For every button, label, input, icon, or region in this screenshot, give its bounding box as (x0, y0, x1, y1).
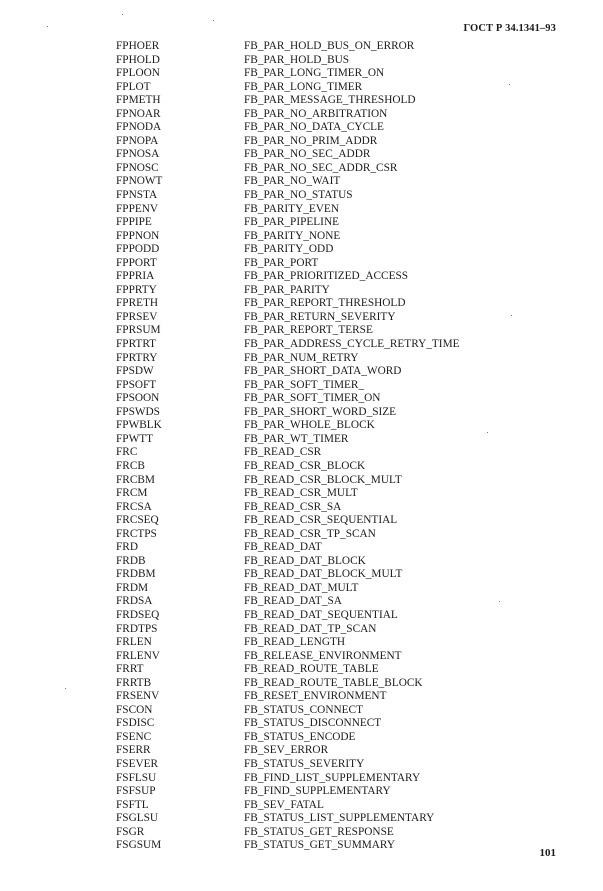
full-identifier: FB_PARITY_EVEN (244, 202, 339, 215)
list-item (116, 175, 536, 189)
full-identifier: FB_PAR_WT_TIMER (244, 432, 349, 445)
list-item (116, 541, 536, 555)
scan-speck (499, 601, 500, 602)
abbreviation-code: FPPRIA (116, 270, 155, 283)
abbreviation-code: FPRSUM (116, 324, 161, 337)
list-item (116, 162, 536, 176)
full-identifier: FB_READ_ROUTE_TABLE (244, 663, 379, 676)
abbreviation-code: FRDB (116, 554, 146, 567)
full-identifier: FB_READ_DAT_SA (244, 595, 342, 608)
abbreviation-code: FRDTPS (116, 622, 158, 635)
abbreviation-code: FPSWDS (116, 405, 160, 418)
full-identifier: FB_PAR_MESSAGE_THRESHOLD (244, 94, 416, 107)
abbreviation-code: FPPRTY (116, 283, 157, 296)
list-item (116, 623, 536, 637)
list-item (116, 704, 536, 718)
abbreviation-code: FPHOLD (116, 53, 160, 66)
abbreviation-code: FRDM (116, 581, 149, 594)
abbreviation-list (116, 40, 536, 853)
list-item (116, 379, 536, 393)
list-item (116, 609, 536, 623)
abbreviation-code: FRLEN (116, 636, 152, 649)
full-identifier: FB_PAR_PIPELINE (244, 216, 340, 229)
full-identifier: FB_PAR_NUM_RETRY (244, 351, 359, 364)
list-item (116, 785, 536, 799)
scan-speck (65, 688, 66, 689)
full-identifier: FB_READ_CSR_SA (244, 500, 342, 513)
list-item (116, 663, 536, 677)
list-item (116, 772, 536, 786)
full-identifier: FB_FIND_LIST_SUPPLEMENTARY (244, 771, 421, 784)
abbreviation-code: FRCSEQ (116, 514, 159, 527)
abbreviation-code: FPLOT (116, 80, 151, 93)
full-identifier: FB_PAR_ADDRESS_CYCLE_RETRY_TIME (244, 338, 460, 351)
full-identifier: FB_PAR_REPORT_THRESHOLD (244, 297, 406, 310)
list-item (116, 81, 536, 95)
list-item (116, 799, 536, 813)
scan-speck (511, 315, 512, 316)
list-item (116, 67, 536, 81)
full-identifier: FB_PAR_REPORT_TERSE (244, 324, 373, 337)
full-identifier: FB_STATUS_DISCONNECT (244, 717, 382, 730)
abbreviation-code: FRRTB (116, 676, 152, 689)
full-identifier: FB_STATUS_SEVERITY (244, 757, 365, 770)
scan-speck (122, 14, 123, 15)
list-item (116, 501, 536, 515)
abbreviation-code: FRCM (116, 487, 148, 500)
full-identifier: FB_STATUS_GET_SUMMARY (244, 839, 396, 852)
full-identifier: FB_STATUS_CONNECT (244, 703, 363, 716)
list-item (116, 446, 536, 460)
full-identifier: FB_FIND_SUPPLEMENTARY (244, 785, 391, 798)
list-item (116, 419, 536, 433)
abbreviation-code: FPNOPA (116, 134, 159, 147)
abbreviation-code: FSFSUP (116, 785, 156, 798)
abbreviation-code: FPSOON (116, 392, 160, 405)
full-identifier: FB_READ_DAT (244, 541, 322, 554)
abbreviation-code: FRDSEQ (116, 608, 160, 621)
scan-speck (213, 20, 214, 21)
list-item (116, 121, 536, 135)
abbreviation-code: FPPIPE (116, 216, 152, 229)
full-identifier: FB_PAR_PARITY (244, 283, 330, 296)
list-item (116, 324, 536, 338)
full-identifier: FB_PAR_SHORT_DATA_WORD (244, 365, 402, 378)
list-item (116, 731, 536, 745)
abbreviation-code: FPNSTA (116, 189, 158, 202)
list-item (116, 40, 536, 54)
abbreviation-code: FRLENV (116, 649, 160, 662)
abbreviation-code: FPLOON (116, 67, 160, 80)
list-item (116, 487, 536, 501)
full-identifier: FB_PAR_HOLD_BUS_ON_ERROR (244, 40, 415, 52)
list-item (116, 839, 536, 853)
list-item (116, 514, 536, 528)
list-item (116, 595, 536, 609)
list-item (116, 135, 536, 149)
abbreviation-code: FPPORT (116, 256, 157, 269)
document-standard-header: ГОСТ Р 34.1341–93 (463, 23, 556, 34)
abbreviation-code: FPSOFT (116, 378, 157, 391)
list-item (116, 690, 536, 704)
full-identifier: FB_PAR_SHORT_WORD_SIZE (244, 405, 397, 418)
full-identifier: FB_READ_DAT_TP_SCAN (244, 622, 377, 635)
full-identifier: FB_READ_CSR_BLOCK (244, 459, 366, 472)
abbreviation-code: FRD (116, 541, 138, 554)
abbreviation-code: FSFTL (116, 798, 149, 811)
list-item (116, 826, 536, 840)
abbreviation-code: FRCBM (116, 473, 155, 486)
full-identifier: FB_PAR_NO_PRIM_ADDR (244, 134, 378, 147)
list-item (116, 636, 536, 650)
abbreviation-code: FRCB (116, 459, 145, 472)
full-identifier: FB_PAR_WHOLE_BLOCK (244, 419, 375, 432)
full-identifier: FB_PARITY_ODD (244, 243, 334, 256)
list-item (116, 284, 536, 298)
full-identifier: FB_SEV_ERROR (244, 744, 329, 757)
abbreviation-code: FSGLSU (116, 812, 159, 825)
full-identifier: FB_STATUS_GET_RESPONSE (244, 825, 394, 838)
list-item (116, 528, 536, 542)
abbreviation-code: FSDISC (116, 717, 155, 730)
abbreviation-code: FSEVER (116, 757, 159, 770)
scan-speck (509, 84, 510, 85)
abbreviation-code: FPMETH (116, 94, 161, 107)
full-identifier: FB_PAR_SOFT_TIMER_ON (244, 392, 381, 405)
list-item (116, 311, 536, 325)
abbreviation-code: FPWTT (116, 432, 154, 445)
full-identifier: FB_READ_DAT_SEQUENTIAL (244, 608, 398, 621)
list-item (116, 216, 536, 230)
list-item (116, 474, 536, 488)
abbreviation-code: FSFLSU (116, 771, 157, 784)
abbreviation-code: FPHOER (116, 40, 160, 52)
list-item (116, 270, 536, 284)
full-identifier: FB_PAR_LONG_TIMER_ON (244, 67, 385, 80)
abbreviation-code: FPNODA (116, 121, 162, 134)
full-identifier: FB_PAR_NO_SEC_ADDR (244, 148, 371, 161)
abbreviation-code: FPRSEV (116, 310, 158, 323)
full-identifier: FB_PAR_PORT (244, 256, 319, 269)
abbreviation-code: FSGSUM (116, 839, 162, 852)
full-identifier: FB_READ_CSR_BLOCK_MULT (244, 473, 402, 486)
page-number: 101 (539, 847, 556, 859)
list-item (116, 677, 536, 691)
list-item (116, 148, 536, 162)
scan-speck (487, 432, 488, 433)
list-item (116, 338, 536, 352)
list-item (116, 406, 536, 420)
list-item (116, 812, 536, 826)
list-item (116, 297, 536, 311)
list-item (116, 758, 536, 772)
list-item (116, 650, 536, 664)
abbreviation-code: FPRTRY (116, 351, 158, 364)
full-identifier: FB_READ_CSR_MULT (244, 487, 358, 500)
full-identifier: FB_PAR_NO_SEC_ADDR_CSR (244, 161, 398, 174)
abbreviation-code: FPPODD (116, 243, 160, 256)
full-identifier: FB_READ_DAT_BLOCK_MULT (244, 568, 403, 581)
list-item (116, 582, 536, 596)
list-item (116, 744, 536, 758)
list-item (116, 54, 536, 68)
abbreviation-code: FPNOSC (116, 161, 159, 174)
list-item (116, 257, 536, 271)
list-item (116, 203, 536, 217)
full-identifier: FB_READ_CSR_TP_SCAN (244, 527, 376, 540)
list-item (116, 243, 536, 257)
abbreviation-code: FSGR (116, 825, 145, 838)
list-item (116, 352, 536, 366)
abbreviation-code: FPNOAR (116, 107, 161, 120)
list-item (116, 555, 536, 569)
full-identifier: FB_PAR_NO_STATUS (244, 189, 353, 202)
list-item (116, 392, 536, 406)
list-item (116, 433, 536, 447)
abbreviation-code: FRC (116, 446, 138, 459)
full-identifier: FB_READ_DAT_MULT (244, 581, 359, 594)
list-item (116, 108, 536, 122)
list-item (116, 230, 536, 244)
abbreviation-code: FPRTRT (116, 338, 157, 351)
list-item (116, 365, 536, 379)
list-item (116, 568, 536, 582)
full-identifier: FB_READ_ROUTE_TABLE_BLOCK (244, 676, 423, 689)
full-identifier: FB_PAR_SOFT_TIMER_ (244, 378, 365, 391)
full-identifier: FB_PAR_NO_DATA_CYCLE (244, 121, 384, 134)
full-identifier: FB_RESET_ENVIRONMENT (244, 690, 387, 703)
full-identifier: FB_PARITY_NONE (244, 229, 341, 242)
abbreviation-code: FPNOSA (116, 148, 160, 161)
full-identifier: FB_SEV_FATAL (244, 798, 324, 811)
abbreviation-code: FRCTPS (116, 527, 157, 540)
full-identifier: FB_PAR_NO_WAIT (244, 175, 341, 188)
full-identifier: FB_PAR_LONG_TIMER (244, 80, 363, 93)
full-identifier: FB_PAR_PRIORITIZED_ACCESS (244, 270, 409, 283)
scan-speck (47, 26, 48, 27)
abbreviation-code: FPRETH (116, 297, 159, 310)
abbreviation-code: FPWBLK (116, 419, 162, 432)
list-item (116, 189, 536, 203)
abbreviation-code: FRDSA (116, 595, 153, 608)
abbreviation-code: FPPENV (116, 202, 159, 215)
full-identifier: FB_PAR_HOLD_BUS (244, 53, 350, 66)
full-identifier: FB_READ_LENGTH (244, 636, 346, 649)
abbreviation-code: FRCSA (116, 500, 152, 513)
abbreviation-code: FPNOWT (116, 175, 163, 188)
abbreviation-code: FSENC (116, 730, 152, 743)
full-identifier: FB_STATUS_ENCODE (244, 730, 356, 743)
list-item (116, 717, 536, 731)
full-identifier: FB_PAR_RETURN_SEVERITY (244, 310, 396, 323)
abbreviation-code: FRRT (116, 663, 144, 676)
abbreviation-code: FRDBM (116, 568, 156, 581)
full-identifier: FB_READ_CSR (244, 446, 322, 459)
abbreviation-code: FPPNON (116, 229, 160, 242)
full-identifier: FB_READ_DAT_BLOCK (244, 554, 366, 567)
abbreviation-code: FPSDW (116, 365, 154, 378)
list-item (116, 460, 536, 474)
full-identifier: FB_STATUS_LIST_SUPPLEMENTARY (244, 812, 435, 825)
full-identifier: FB_RELEASE_ENVIRONMENT (244, 649, 402, 662)
full-identifier: FB_READ_CSR_SEQUENTIAL (244, 514, 398, 527)
full-identifier: FB_PAR_NO_ARBITRATION (244, 107, 388, 120)
list-item (116, 94, 536, 108)
abbreviation-code: FRSENV (116, 690, 160, 703)
abbreviation-code: FSCON (116, 703, 153, 716)
abbreviation-code: FSERR (116, 744, 151, 757)
